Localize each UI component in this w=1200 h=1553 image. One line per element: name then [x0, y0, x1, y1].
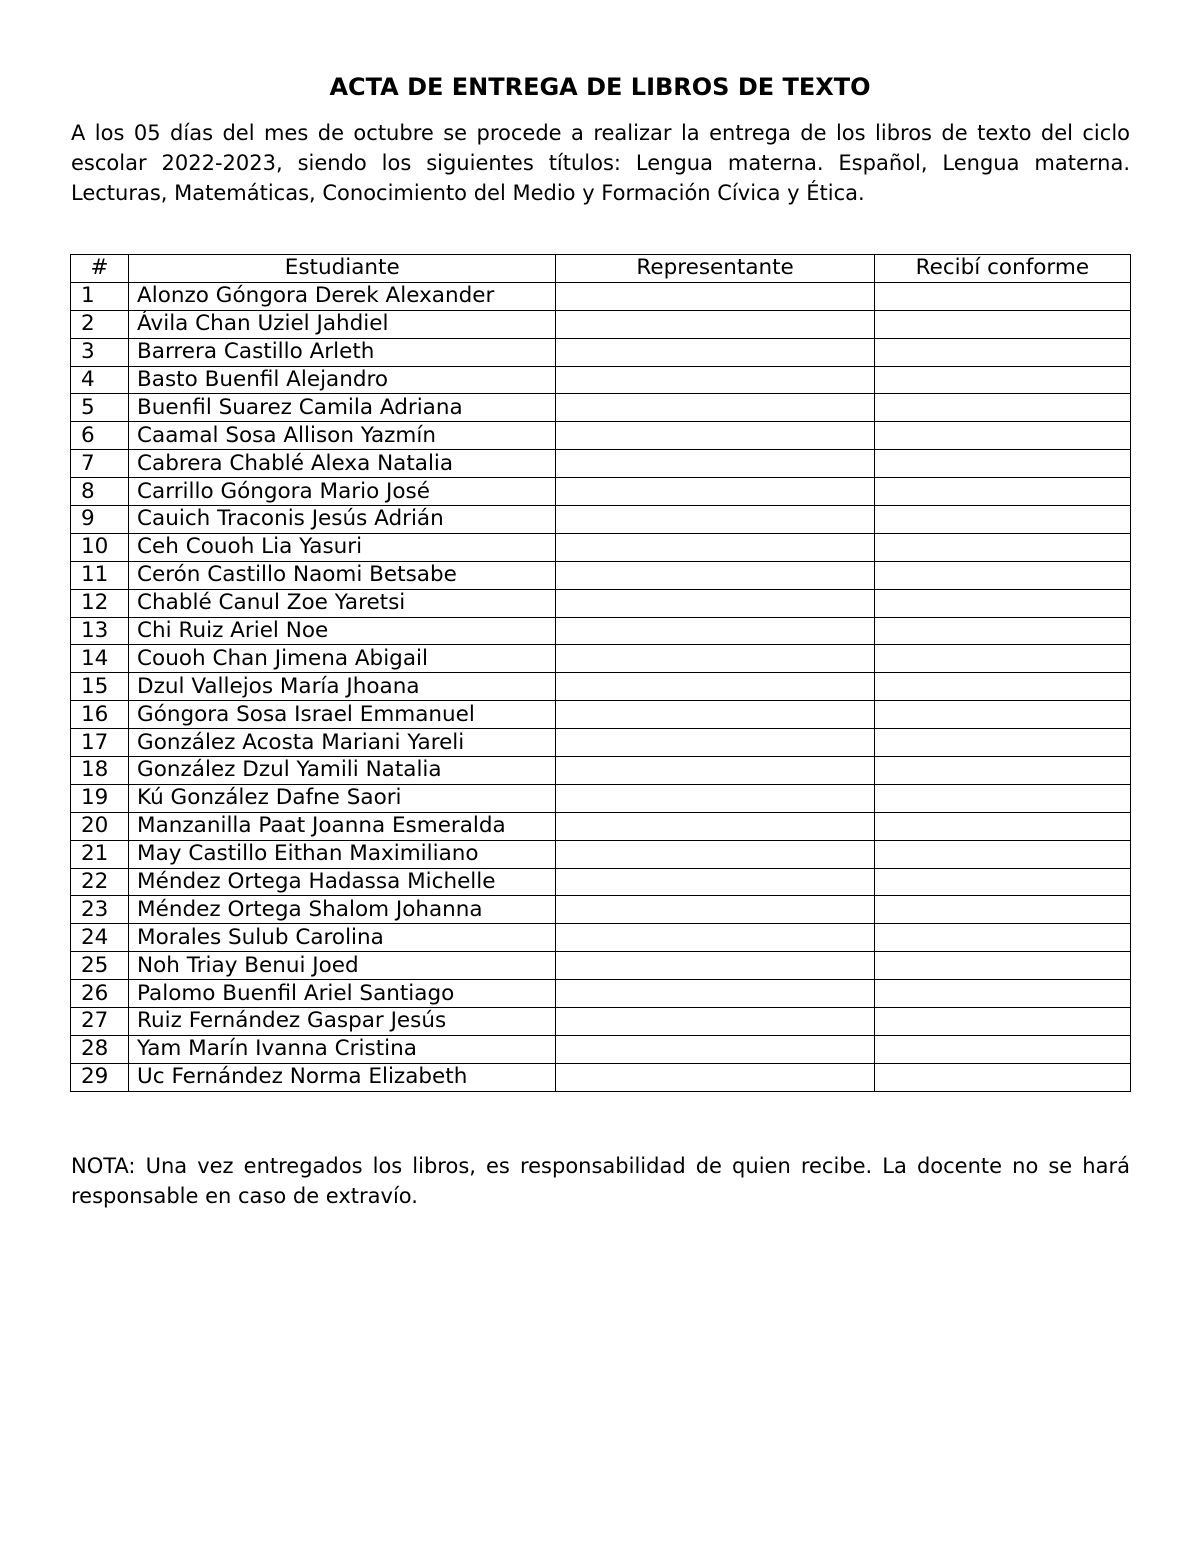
student-name: Manzanilla Paat Joanna Esmeralda [129, 812, 556, 840]
row-number: 7 [71, 450, 129, 478]
row-number: 6 [71, 422, 129, 450]
received-signature-cell [874, 589, 1130, 617]
row-number: 1 [71, 282, 129, 310]
row-number: 19 [71, 784, 129, 812]
intro-paragraph: A los 05 días del mes de octubre se procede a realizar la entrega de los libros de texto del ciclo escolar 2022-2023, siendo los siguientes títulos: Lengua materna. Español, Lengua materna. Lecturas, Matemáticas, Conocimiento del Medio y Formación Cívica y Ética. [71, 121, 1130, 205]
table-row [71, 506, 1131, 534]
table-body [71, 282, 1131, 1091]
received-signature-cell [874, 478, 1130, 506]
row-number: 23 [71, 896, 129, 924]
row-number: 26 [71, 980, 129, 1008]
student-name: Morales Sulub Carolina [129, 924, 556, 952]
received-signature-cell [874, 394, 1130, 422]
student-name: Palomo Buenfil Ariel Santiago [129, 980, 556, 1008]
student-name: González Acosta Mariani Yareli [129, 729, 556, 757]
row-number: 12 [71, 589, 129, 617]
student-name: Basto Buenfil Alejandro [129, 366, 556, 394]
received-signature-cell [874, 617, 1130, 645]
table-row [71, 1063, 1131, 1091]
table-row [71, 282, 1131, 310]
row-number: 14 [71, 645, 129, 673]
student-name: Méndez Ortega Shalom Johanna [129, 896, 556, 924]
representative-cell [556, 980, 874, 1008]
representative-cell [556, 701, 874, 729]
header-number: # [71, 255, 129, 283]
table-row [71, 868, 1131, 896]
student-name: Ruiz Fernández Gaspar Jesús [129, 1008, 556, 1036]
table-row [71, 533, 1131, 561]
received-signature-cell [874, 282, 1130, 310]
row-number: 24 [71, 924, 129, 952]
representative-cell [556, 729, 874, 757]
representative-cell [556, 812, 874, 840]
received-signature-cell [874, 422, 1130, 450]
student-name: Couoh Chan Jimena Abigail [129, 645, 556, 673]
note-paragraph: NOTA: Una vez entregados los libros, es responsabilidad de quien recibe. La docente no se hará responsable en caso de extravío. [71, 1154, 1130, 1208]
received-signature-cell [874, 1063, 1130, 1091]
row-number: 15 [71, 673, 129, 701]
row-number: 3 [71, 338, 129, 366]
representative-cell [556, 868, 874, 896]
received-signature-cell [874, 896, 1130, 924]
received-signature-cell [874, 673, 1130, 701]
row-number: 5 [71, 394, 129, 422]
row-number: 18 [71, 757, 129, 785]
student-name: Ceh Couoh Lia Yasuri [129, 533, 556, 561]
representative-cell [556, 589, 874, 617]
student-name: Chi Ruiz Ariel Noe [129, 617, 556, 645]
student-name: Noh Triay Benui Joed [129, 952, 556, 980]
student-name: Yam Marín Ivanna Cristina [129, 1035, 556, 1063]
row-number: 27 [71, 1008, 129, 1036]
student-name: Góngora Sosa Israel Emmanuel [129, 701, 556, 729]
table-row [71, 757, 1131, 785]
received-signature-cell [874, 784, 1130, 812]
student-name: Kú González Dafne Saori [129, 784, 556, 812]
received-signature-cell [874, 868, 1130, 896]
representative-cell [556, 422, 874, 450]
representative-cell [556, 896, 874, 924]
student-name: Cabrera Chablé Alexa Natalia [129, 450, 556, 478]
representative-cell [556, 506, 874, 534]
representative-cell [556, 617, 874, 645]
header-representative: Representante [556, 255, 874, 283]
table-row [71, 840, 1131, 868]
table-row [71, 1035, 1131, 1063]
delivery-table [70, 254, 1131, 1092]
table-row [71, 310, 1131, 338]
received-signature-cell [874, 840, 1130, 868]
received-signature-cell [874, 645, 1130, 673]
representative-cell [556, 784, 874, 812]
representative-cell [556, 338, 874, 366]
received-signature-cell [874, 450, 1130, 478]
received-signature-cell [874, 812, 1130, 840]
representative-cell [556, 394, 874, 422]
table-row [71, 589, 1131, 617]
row-number: 9 [71, 506, 129, 534]
student-name: Carrillo Góngora Mario José [129, 478, 556, 506]
table-row [71, 450, 1131, 478]
row-number: 22 [71, 868, 129, 896]
row-number: 11 [71, 561, 129, 589]
table-row [71, 422, 1131, 450]
table-row [71, 701, 1131, 729]
table-row [71, 394, 1131, 422]
received-signature-cell [874, 952, 1130, 980]
representative-cell [556, 478, 874, 506]
representative-cell [556, 282, 874, 310]
table-row [71, 617, 1131, 645]
row-number: 29 [71, 1063, 129, 1091]
student-name: Buenfil Suarez Camila Adriana [129, 394, 556, 422]
table-row [71, 478, 1131, 506]
header-student: Estudiante [129, 255, 556, 283]
received-signature-cell [874, 924, 1130, 952]
representative-cell [556, 1035, 874, 1063]
student-name: Ávila Chan Uziel Jahdiel [129, 310, 556, 338]
row-number: 2 [71, 310, 129, 338]
table-row [71, 338, 1131, 366]
student-name: González Dzul Yamili Natalia [129, 757, 556, 785]
received-signature-cell [874, 757, 1130, 785]
table-row [71, 645, 1131, 673]
student-name: Chablé Canul Zoe Yaretsi [129, 589, 556, 617]
student-name: Alonzo Góngora Derek Alexander [129, 282, 556, 310]
table-row [71, 812, 1131, 840]
received-signature-cell [874, 1008, 1130, 1036]
row-number: 13 [71, 617, 129, 645]
row-number: 20 [71, 812, 129, 840]
received-signature-cell [874, 366, 1130, 394]
representative-cell [556, 757, 874, 785]
received-signature-cell [874, 980, 1130, 1008]
table-row [71, 1008, 1131, 1036]
student-name: May Castillo Eithan Maximiliano [129, 840, 556, 868]
representative-cell [556, 310, 874, 338]
representative-cell [556, 533, 874, 561]
table-row [71, 366, 1131, 394]
student-name: Barrera Castillo Arleth [129, 338, 556, 366]
representative-cell [556, 840, 874, 868]
received-signature-cell [874, 533, 1130, 561]
student-name: Dzul Vallejos María Jhoana [129, 673, 556, 701]
student-name: Caamal Sosa Allison Yazmín [129, 422, 556, 450]
student-name: Méndez Ortega Hadassa Michelle [129, 868, 556, 896]
representative-cell [556, 366, 874, 394]
received-signature-cell [874, 729, 1130, 757]
document-title: ACTA DE ENTREGA DE LIBROS DE TEXTO [329, 73, 871, 101]
row-number: 25 [71, 952, 129, 980]
representative-cell [556, 1063, 874, 1091]
representative-cell [556, 924, 874, 952]
student-name: Cerón Castillo Naomi Betsabe [129, 561, 556, 589]
table-row [71, 924, 1131, 952]
table-header-row [71, 255, 1131, 283]
row-number: 8 [71, 478, 129, 506]
row-number: 28 [71, 1035, 129, 1063]
table-row [71, 980, 1131, 1008]
row-number: 10 [71, 533, 129, 561]
representative-cell [556, 952, 874, 980]
representative-cell [556, 645, 874, 673]
table-row [71, 784, 1131, 812]
table-row [71, 952, 1131, 980]
table-row [71, 561, 1131, 589]
received-signature-cell [874, 338, 1130, 366]
table-row [71, 673, 1131, 701]
row-number: 17 [71, 729, 129, 757]
representative-cell [556, 561, 874, 589]
received-signature-cell [874, 561, 1130, 589]
table-row [71, 896, 1131, 924]
received-signature-cell [874, 310, 1130, 338]
header-received: Recibí conforme [874, 255, 1130, 283]
row-number: 4 [71, 366, 129, 394]
received-signature-cell [874, 506, 1130, 534]
representative-cell [556, 673, 874, 701]
representative-cell [556, 1008, 874, 1036]
row-number: 21 [71, 840, 129, 868]
representative-cell [556, 450, 874, 478]
student-name: Uc Fernández Norma Elizabeth [129, 1063, 556, 1091]
row-number: 16 [71, 701, 129, 729]
student-name: Cauich Traconis Jesús Adrián [129, 506, 556, 534]
received-signature-cell [874, 1035, 1130, 1063]
table-row [71, 729, 1131, 757]
received-signature-cell [874, 701, 1130, 729]
